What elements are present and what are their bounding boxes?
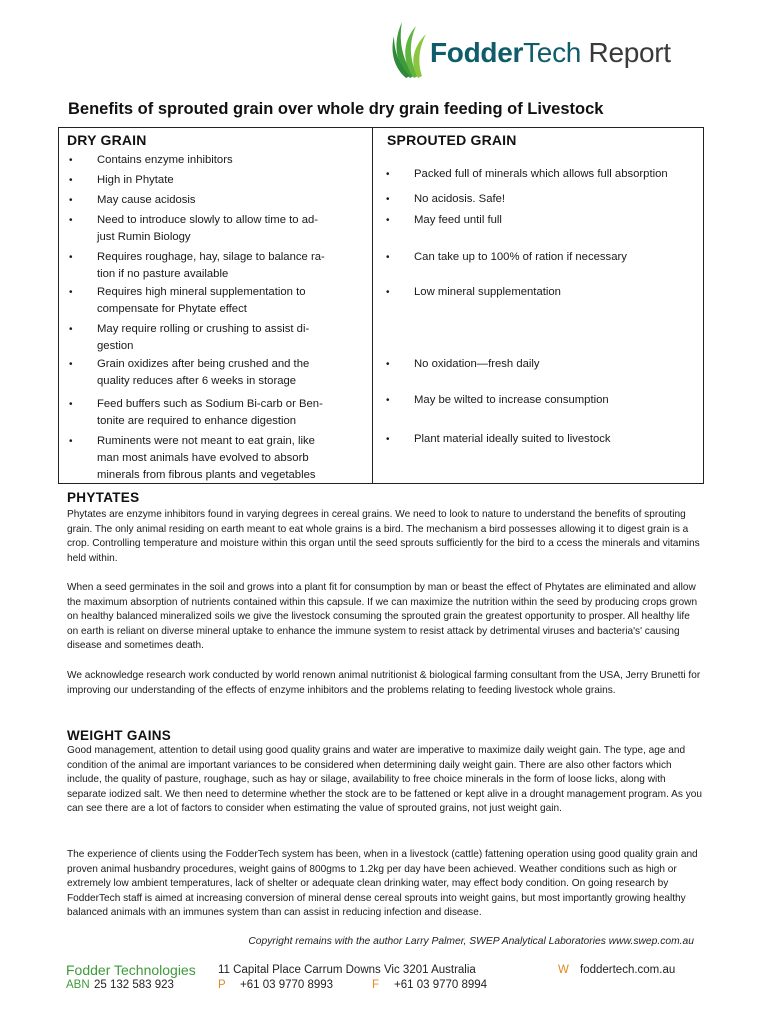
phytates-paragraph-1: Phytates are enzyme inhibitors found in varying degrees in cereal grains. We need to look to nature to understand the benefits of sprouting grain. The only animal residing on earth meant to eat whole grains is a bird. The mechanism a bird possesses allowing it to digest grain is a crop. Controlling temperature and moisture within this organ until the seed sprouts sufficiently for the bird to a ccess the minerals and vitamins held within. — [67, 509, 700, 564]
bullet-icon: • — [69, 155, 73, 166]
phytates-paragraph-3: We acknowledge research work conducted by world renown animal nutritionist & biological farming consultant from the USA, Jerry Brunetti for improving our understanding of the effects of enzyme inhibitors and the problems relating to feeding livestock whole grains. — [67, 670, 701, 696]
page-title: Benefits of sprouted grain over whole dry grain feeding of Livestock — [68, 100, 604, 118]
bullet-icon: • — [386, 395, 390, 406]
sprouted-grain-heading: SPROUTED GRAIN — [387, 132, 517, 148]
dry-grain-item-text: quality reduces after 6 weeks in storage — [97, 375, 297, 387]
bullet-icon: • — [69, 359, 73, 370]
web-label: W — [558, 964, 569, 976]
leaf-swoosh-icon — [388, 18, 436, 80]
dry-grain-item-text: High in Phytate — [97, 174, 174, 186]
bullet-icon: • — [386, 434, 390, 445]
footer-company-name: Fodder Technologies — [66, 962, 196, 978]
weight-gains-heading: WEIGHT GAINS — [67, 728, 172, 743]
footer — [0, 960, 768, 1000]
dry-grain-item-text: May require rolling or crushing to assist di- — [97, 323, 310, 335]
dry-grain-item-text: Need to introduce slowly to allow time to ad- — [97, 214, 319, 226]
copyright-notice: Copyright remains with the author Larry Palmer, SWEP Analytical Laboratories www.swep.com.au — [248, 936, 694, 947]
dry-grain-item-text: Requires high mineral supplementation to — [97, 286, 306, 298]
dry-grain-heading: DRY GRAIN — [67, 132, 147, 148]
bullet-icon: • — [386, 252, 390, 263]
footer-fax — [372, 979, 487, 991]
footer-phone — [218, 979, 333, 991]
footer-address: 11 Capital Place Carrum Downs Vic 3201 Australia — [218, 964, 476, 976]
column-divider — [372, 128, 373, 483]
dry-grain-item-text: Grain oxidizes after being crushed and the — [97, 358, 310, 370]
phone-number: +61 03 9770 8993 — [240, 979, 334, 991]
dry-grain-item-text: Requires roughage, hay, silage to balance ra- — [97, 251, 325, 263]
sprouted-grain-item-text: Plant material ideally suited to livestock — [414, 433, 611, 445]
comparison-table — [58, 127, 704, 484]
fax-number: +61 03 9770 8994 — [394, 979, 488, 991]
sprouted-grain-item-text: May be wilted to increase consumption — [414, 394, 609, 406]
dry-grain-item-text: compensate for Phytate effect — [97, 303, 247, 315]
bullet-icon: • — [69, 399, 73, 410]
bullet-icon: • — [386, 287, 390, 298]
dry-grain-item-text: May cause acidosis — [97, 194, 196, 206]
phone-label: P — [218, 979, 226, 991]
website-link[interactable]: foddertech.com.au — [580, 964, 676, 976]
bullet-icon: • — [69, 252, 73, 263]
logo-wordmark: FodderTech Report — [430, 37, 671, 68]
footer-abn — [66, 979, 174, 991]
bullet-icon: • — [386, 359, 390, 370]
bullet-icon: • — [69, 175, 73, 186]
dry-grain-item-text: tion if no pasture available — [97, 268, 229, 280]
dry-grain-item-text: minerals from fibrous plants and vegetables — [97, 469, 316, 481]
dry-grain-item-text: Feed buffers such as Sodium Bi-carb or Ben- — [97, 398, 323, 410]
sprouted-grain-item-text: Low mineral supplementation — [414, 286, 561, 298]
abn-label: ABN — [66, 979, 90, 991]
sprouted-grain-item-text: Can take up to 100% of ration if necessary — [414, 251, 627, 263]
bullet-icon: • — [69, 436, 73, 447]
bullet-icon: • — [69, 287, 73, 298]
bullet-icon: • — [69, 195, 73, 206]
sprouted-grain-item-text: No acidosis. Safe! — [414, 193, 506, 205]
sprouted-grain-item-text: Packed full of minerals which allows full absorption — [414, 168, 668, 180]
bullet-icon: • — [386, 215, 390, 226]
foddertech-logo — [388, 18, 708, 80]
fax-label: F — [372, 979, 380, 991]
dry-grain-item-text: man most animals have evolved to absorb — [97, 452, 309, 464]
phytates-heading: PHYTATES — [67, 490, 140, 505]
dry-grain-item-text: Contains enzyme inhibitors — [97, 154, 233, 166]
phytates-paragraph-2: When a seed germinates in the soil and grows into a plant fit for consumption by man or beast the effect of Phytates are eliminated and allow the maximum absorption of nutrients contained within this capsule. If we can maximize the nutrition within the seed by producing crops grown on healthy balanced mineralized soils we give the livestock consuming the sprouted grain the greatest opportunity to prosper. All healthy life on earth is reliant on diverse mineral uptake to enhance the immune system to resist attack by detrimental viruses and bacteria's' causing disease and sometimes death. — [67, 582, 698, 652]
bullet-icon: • — [386, 169, 390, 180]
abn-number: 25 132 583 923 — [94, 979, 174, 991]
bullet-icon: • — [386, 194, 390, 205]
weight-gains-paragraph-2: The experience of clients using the FodderTech system has been, when in a livestock (cattle) fattening operation using good quality grain and proven animal husbandry procedures, weight gains of 800gms to 1.2kg per day have been achieved. Weather conditions such as high or extremely low ambient temperatures, lack of shelter or adequate clean drinking water, may effect body condition. On going research by FodderTech staff is aimed at increasing conversion of mineral dense cereal sprouts into weight gains, but most importantly growing healthy balanced animals with an immunes system than can assist in reducing infection and disease. — [67, 849, 698, 919]
dry-grain-item-text: gestion — [97, 340, 134, 352]
dry-grain-item-text: just Rumin Biology — [97, 231, 191, 243]
weight-gains-paragraph-1: Good management, attention to detail using good quality grains and water are imperative to maximize daily weight gain. The type, age and condition of the animal are important variances to be considered when determining daily weight gain. There are also other factors which include, the quality of pasture, roughage, such as hay or silage, availability to free choice minerals in the form of loose licks, along with separate iodized salt. We then need to determine whether the stock are to be fattened or kept alive in a drought management program. As you can see there are a lot of factors to consider when estimating the value of sprouted grains, not just weight gain. — [67, 745, 702, 815]
footer-website[interactable] — [558, 964, 675, 976]
sprouted-grain-item-text: May feed until full — [414, 214, 502, 226]
dry-grain-item-text: Ruminents were not meant to eat grain, like — [97, 435, 315, 447]
dry-grain-item-text: tonite are required to enhance digestion — [97, 415, 297, 427]
bullet-icon: • — [69, 324, 73, 335]
sprouted-grain-item-text: No oxidation—fresh daily — [414, 358, 540, 370]
bullet-icon: • — [69, 215, 73, 226]
